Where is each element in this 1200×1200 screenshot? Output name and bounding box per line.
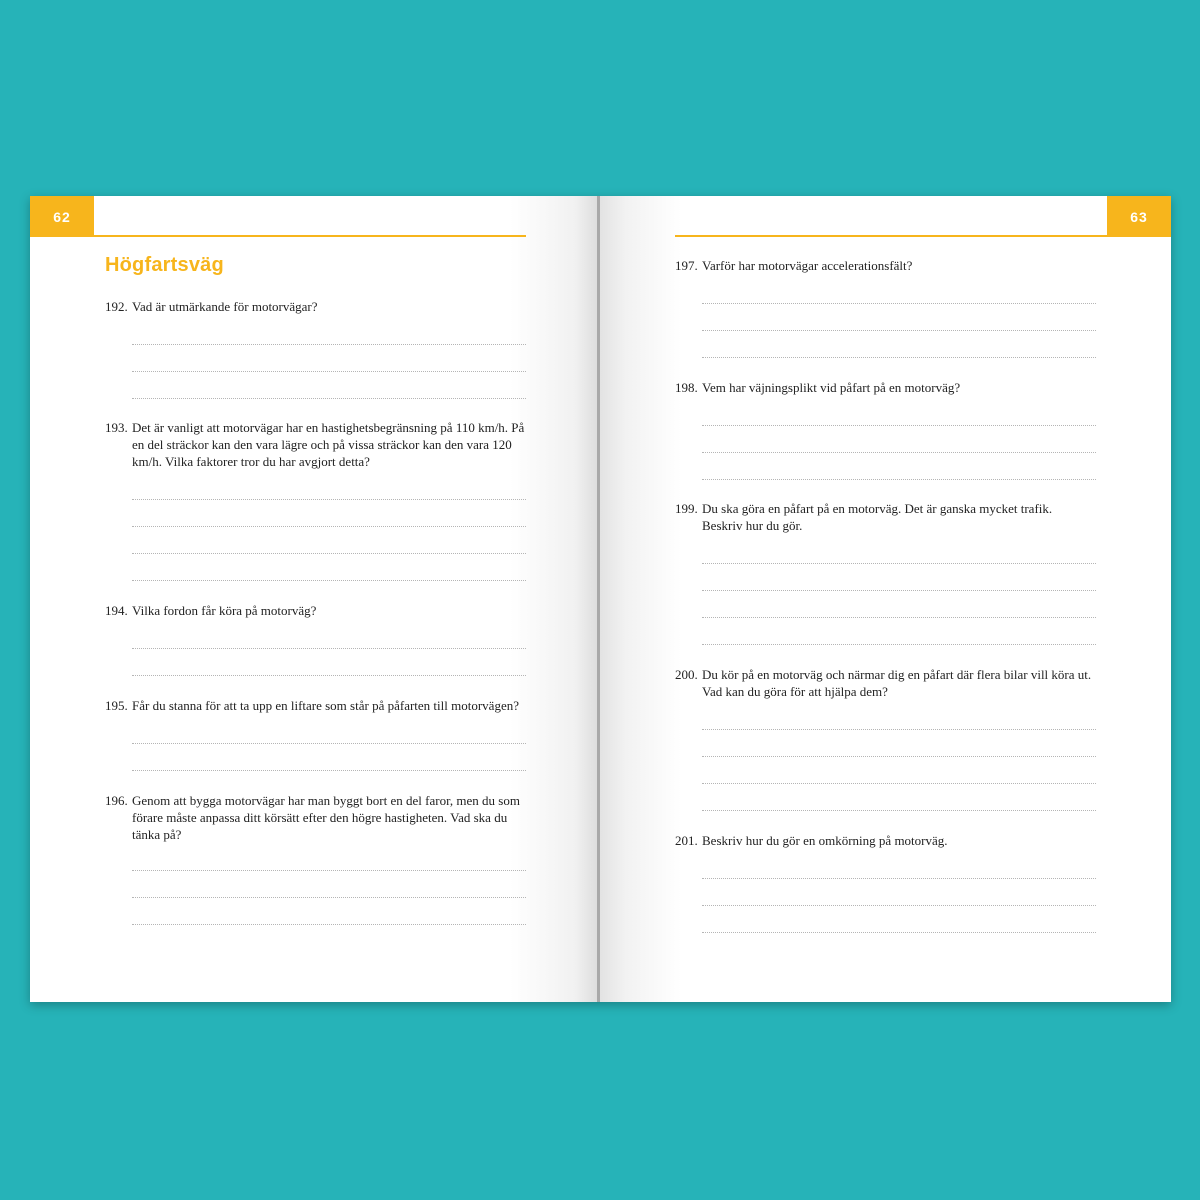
- question-number: 194.: [105, 603, 128, 618]
- answer-line[interactable]: [702, 783, 1096, 784]
- answer-line[interactable]: [702, 330, 1096, 331]
- header-rule-left: [94, 235, 526, 237]
- answer-line[interactable]: [702, 452, 1096, 453]
- question-194: [105, 602, 525, 619]
- page-number-right: 63: [1107, 196, 1171, 237]
- question-number: 195.: [105, 698, 128, 713]
- question-number: 198.: [675, 380, 698, 395]
- answer-line[interactable]: [132, 770, 526, 771]
- answer-line[interactable]: [702, 590, 1096, 591]
- section-title: Högfartsväg: [105, 254, 224, 276]
- answer-line[interactable]: [132, 648, 526, 649]
- question-text: Varför har motorvägar accelerationsfält?: [702, 258, 913, 273]
- question-text: Beskriv hur du gör en omkörning på motorväg.: [702, 833, 948, 848]
- question-193: [105, 419, 525, 470]
- question-text: Vad är utmärkande för motorvägar?: [132, 299, 318, 314]
- header-rule-right: [675, 235, 1107, 237]
- answer-line[interactable]: [702, 729, 1096, 730]
- question-196: [105, 792, 525, 843]
- question-200: [675, 666, 1095, 700]
- question-text: Du kör på en motorväg och närmar dig en påfart där flera bilar vill köra ut. Vad kan du göra för att hjälpa dem?: [702, 667, 1092, 699]
- question-text: Får du stanna för att ta upp en liftare som står på påfarten till motorvägen?: [132, 698, 519, 713]
- answer-line[interactable]: [702, 644, 1096, 645]
- open-workbook: [30, 196, 1171, 1002]
- question-number: 193.: [105, 420, 128, 435]
- question-text: Genom att bygga motorvägar har man byggt bort en del faror, men du som förare måste anpassa ditt körsätt efter den högre hastigheten. Vad ska du tänka på?: [132, 793, 520, 842]
- answer-lines-200: [702, 729, 1096, 837]
- answer-lines-197: [702, 303, 1096, 384]
- answer-line[interactable]: [132, 580, 526, 581]
- answer-line[interactable]: [132, 675, 526, 676]
- question-199: [675, 500, 1095, 534]
- answer-line[interactable]: [702, 425, 1096, 426]
- page-number-left: 62: [30, 196, 94, 237]
- question-number: 197.: [675, 258, 698, 273]
- answer-line[interactable]: [132, 344, 526, 345]
- answer-line[interactable]: [132, 553, 526, 554]
- answer-line[interactable]: [702, 479, 1096, 480]
- answer-line[interactable]: [702, 932, 1096, 933]
- answer-lines-199: [702, 563, 1096, 671]
- question-201: [675, 832, 1095, 849]
- answer-lines-201: [702, 878, 1096, 959]
- question-text: Det är vanligt att motorvägar har en hastighetsbegränsning på 110 km/h. På en del sträckor kan den vara lägre och på vissa sträckor kan den vara 120 km/h. Vilka faktorer tror du har avgjort detta?: [132, 420, 525, 469]
- answer-line[interactable]: [702, 357, 1096, 358]
- question-192: [105, 298, 525, 315]
- answer-lines-198: [702, 425, 1096, 506]
- answer-line[interactable]: [132, 398, 526, 399]
- answer-line[interactable]: [702, 878, 1096, 879]
- answer-line[interactable]: [702, 563, 1096, 564]
- answer-lines-192: [132, 344, 526, 425]
- question-number: 192.: [105, 299, 128, 314]
- answer-lines-194: [132, 648, 526, 702]
- question-number: 200.: [675, 667, 698, 682]
- answer-line[interactable]: [702, 810, 1096, 811]
- answer-line[interactable]: [132, 371, 526, 372]
- answer-lines-196: [132, 870, 526, 951]
- question-197: [675, 257, 1095, 274]
- book-spine: [597, 196, 600, 1002]
- question-text: Vilka fordon får köra på motorväg?: [132, 603, 317, 618]
- question-number: 201.: [675, 833, 698, 848]
- right-page: [599, 196, 1171, 1002]
- answer-line[interactable]: [702, 617, 1096, 618]
- answer-line[interactable]: [132, 924, 526, 925]
- answer-lines-193: [132, 499, 526, 607]
- question-number: 196.: [105, 793, 128, 808]
- question-number: 199.: [675, 501, 698, 516]
- answer-line[interactable]: [132, 743, 526, 744]
- left-page: [30, 196, 599, 1002]
- question-text: Du ska göra en påfart på en motorväg. Det är ganska mycket trafik. Beskriv hur du gör.: [702, 501, 1053, 533]
- answer-line[interactable]: [702, 756, 1096, 757]
- answer-line[interactable]: [132, 499, 526, 500]
- answer-lines-195: [132, 743, 526, 797]
- answer-line[interactable]: [702, 905, 1096, 906]
- answer-line[interactable]: [132, 897, 526, 898]
- answer-line[interactable]: [132, 870, 526, 871]
- question-198: [675, 379, 1095, 396]
- question-195: [105, 697, 555, 714]
- answer-line[interactable]: [132, 526, 526, 527]
- answer-line[interactable]: [702, 303, 1096, 304]
- question-text: Vem har väjningsplikt vid påfart på en motorväg?: [702, 380, 961, 395]
